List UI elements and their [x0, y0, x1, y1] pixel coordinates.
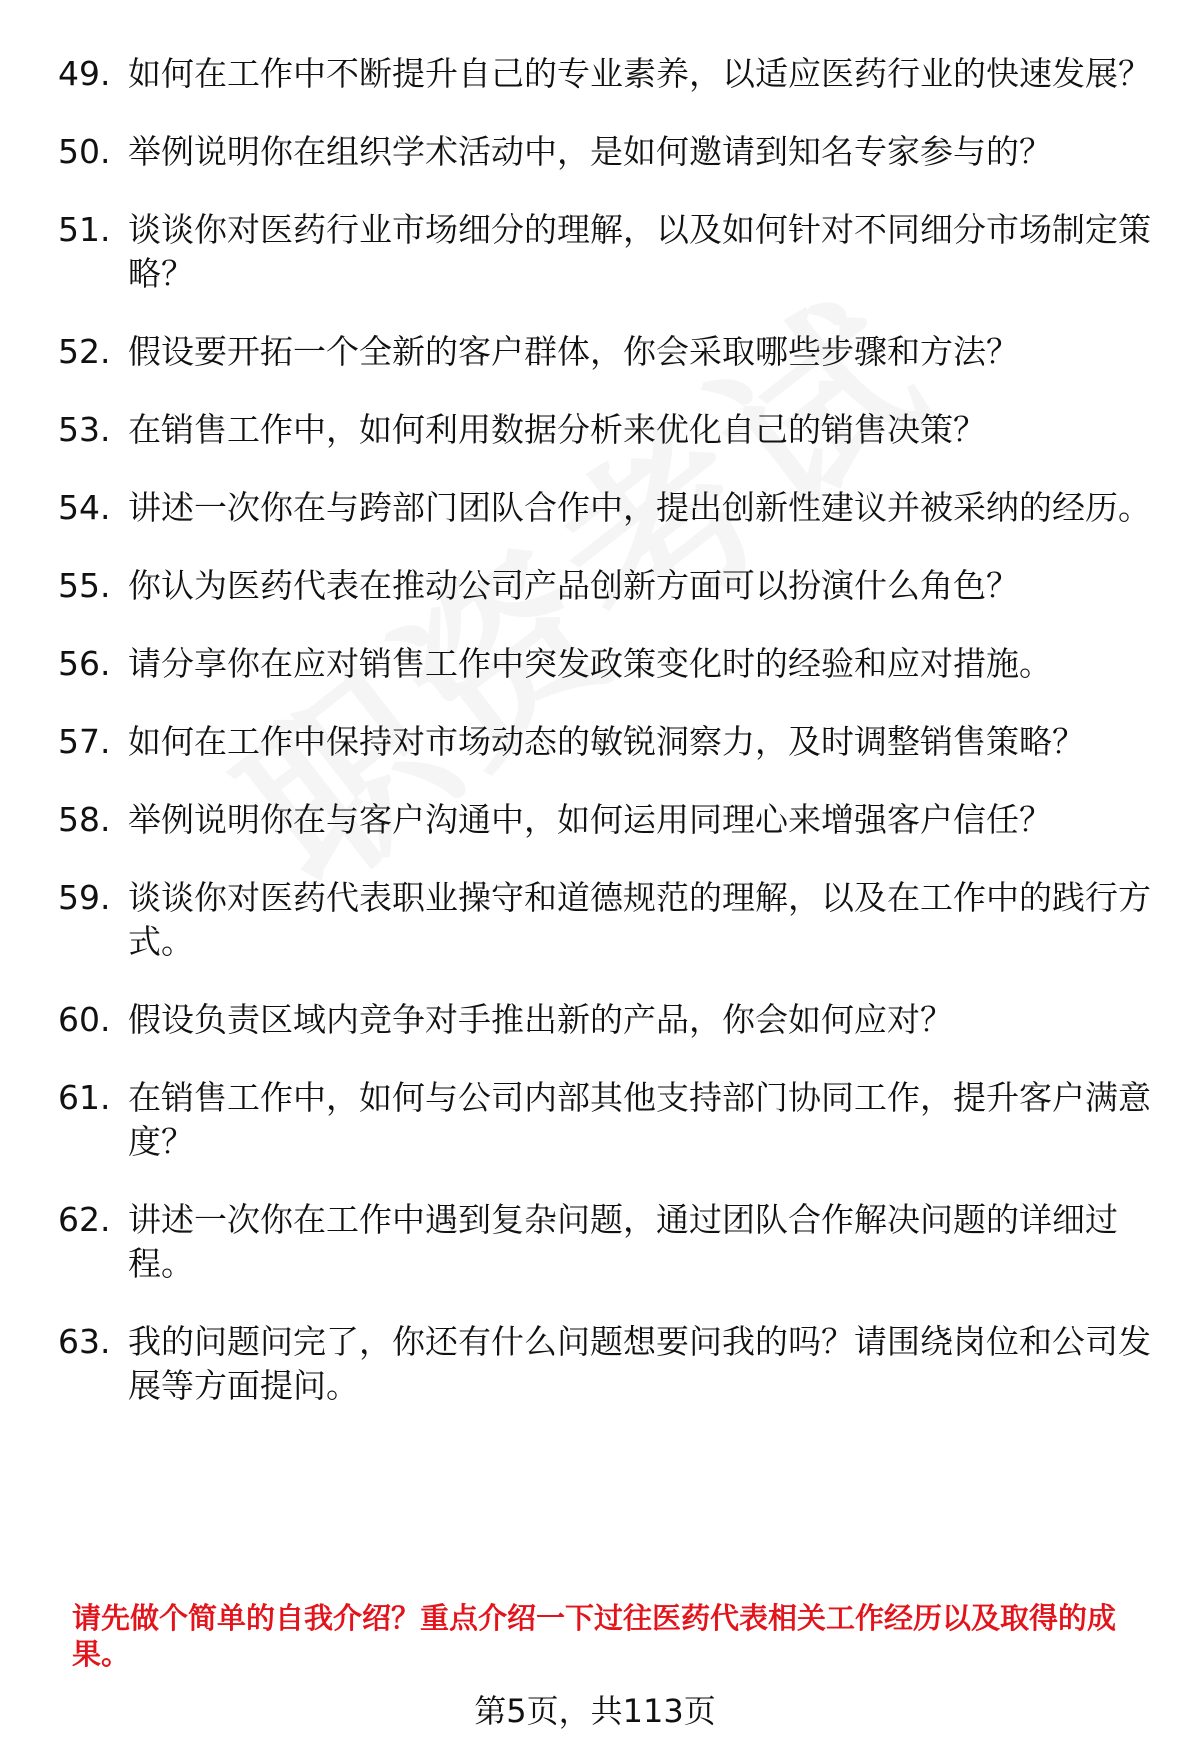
question-text: 谈谈你对医药代表职业操守和道德规范的理解，以及在工作中的践行方式。: [128, 878, 1151, 961]
question-text: 在销售工作中，如何与公司内部其他支持部门协同工作，提升客户满意度？: [128, 1078, 1151, 1161]
question-number: 51.: [58, 210, 111, 249]
question-number: 52.: [58, 332, 111, 371]
question-text: 如何在工作中不断提升自己的专业素养，以适应医药行业的快速发展？: [128, 54, 1151, 93]
question-item: [58, 130, 1158, 174]
question-number: 54.: [58, 488, 111, 527]
question-number: 60.: [58, 1000, 111, 1039]
question-item: [58, 208, 1158, 296]
question-item: [58, 486, 1158, 530]
question-list: [58, 52, 1158, 1442]
question-number: 62.: [58, 1200, 111, 1239]
question-text: 假设要开拓一个全新的客户群体，你会采取哪些步骤和方法？: [128, 332, 1019, 371]
question-item: [58, 1198, 1158, 1286]
question-number: 56.: [58, 644, 111, 683]
question-item: [58, 998, 1158, 1042]
question-item: [58, 408, 1158, 452]
question-number: 63.: [58, 1322, 111, 1361]
question-number: 50.: [58, 132, 111, 171]
question-text: 请分享你在应对销售工作中突发政策变化时的经验和应对措施。: [128, 644, 1052, 683]
question-text: 你认为医药代表在推动公司产品创新方面可以扮演什么角色？: [128, 566, 1019, 605]
question-item: [58, 720, 1158, 764]
question-number: 53.: [58, 410, 111, 449]
question-text: 讲述一次你在与跨部门团队合作中，提出创新性建议并被采纳的经历。: [128, 488, 1151, 527]
question-number: 59.: [58, 878, 111, 917]
question-number: 58.: [58, 800, 111, 839]
question-item: [58, 1076, 1158, 1164]
question-number: 57.: [58, 722, 111, 761]
question-item: [58, 876, 1158, 964]
question-text: 我的问题问完了，你还有什么问题想要问我的吗？请围绕岗位和公司发展等方面提问。: [128, 1322, 1151, 1405]
page-number: 第5页，共113页: [474, 1692, 716, 1730]
question-number: 55.: [58, 566, 111, 605]
question-text: 举例说明你在组织学术活动中，是如何邀请到知名专家参与的？: [128, 132, 1052, 171]
question-item: [58, 798, 1158, 842]
question-item: [58, 52, 1158, 96]
question-item: [58, 642, 1158, 686]
question-text: 在销售工作中，如何利用数据分析来优化自己的销售决策？: [128, 410, 986, 449]
question-item: [58, 330, 1158, 374]
question-item: [58, 564, 1158, 608]
question-number: 49.: [58, 54, 111, 93]
question-text: 谈谈你对医药行业市场细分的理解，以及如何针对不同细分市场制定策略？: [128, 210, 1151, 293]
question-text: 讲述一次你在工作中遇到复杂问题，通过团队合作解决问题的详细过程。: [128, 1200, 1118, 1283]
question-text: 举例说明你在与客户沟通中，如何运用同理心来增强客户信任？: [128, 800, 1052, 839]
question-text: 假设负责区域内竞争对手推出新的产品，你会如何应对？: [128, 1000, 953, 1039]
question-item: [58, 1320, 1158, 1408]
question-number: 61.: [58, 1078, 111, 1117]
highlight-note: 请先做个简单的自我介绍？重点介绍一下过往医药代表相关工作经历以及取得的成果。: [72, 1601, 1117, 1671]
question-text: 如何在工作中保持对市场动态的敏锐洞察力，及时调整销售策略？: [128, 722, 1085, 761]
